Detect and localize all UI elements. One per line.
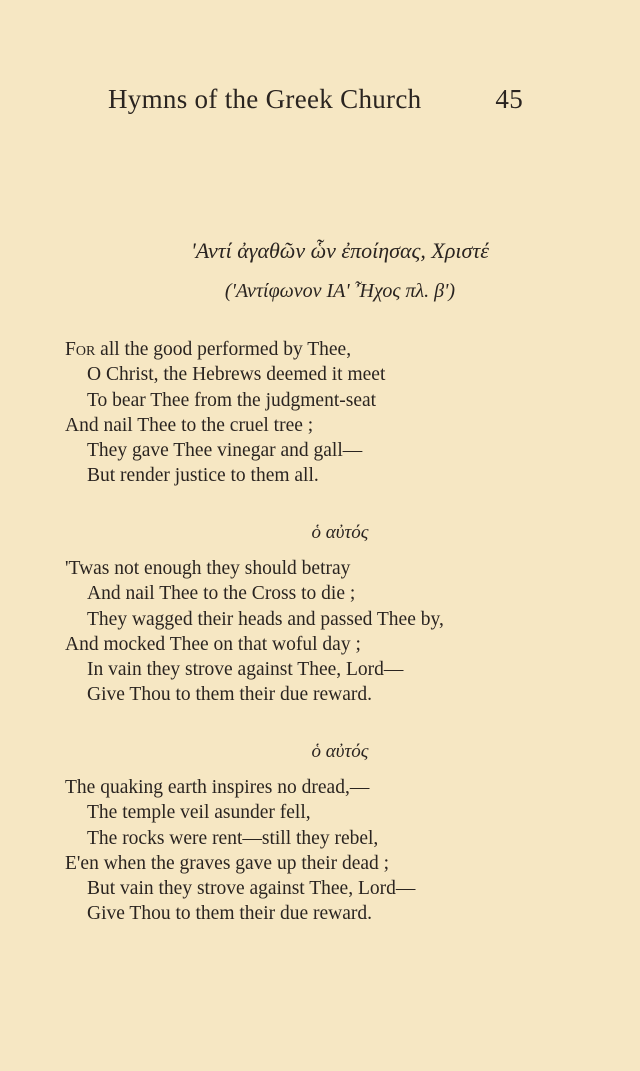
stanza-line: In vain they strove against Thee, Lord— (87, 659, 404, 681)
stanza-line: The rocks were rent—still they rebel, (87, 827, 379, 849)
stanza-2-heading: ὁ αὐτός (311, 522, 369, 543)
stanza-1 (65, 337, 625, 489)
stanza-line: And mocked Thee on that woful day ; (65, 633, 361, 655)
stanza-line: To bear Thee from the judgment-seat (87, 389, 377, 411)
running-head (108, 84, 523, 124)
page-number: 45 (495, 84, 523, 114)
stanza-line: Give Thou to them their due reward. (87, 684, 373, 706)
hymn-greek-title: 'Αντί ἀγαθῶν ὧν ἐποίησας, Χριστέ (191, 238, 489, 263)
stanza-line: They wagged their heads and passed Thee by, (87, 608, 444, 630)
stanza-line-text: all the good performed by Thee, (95, 339, 352, 360)
running-title: Hymns of the Greek Church (108, 84, 422, 114)
stanza-line: The quaking earth inspires no dread,— (65, 777, 370, 798)
stanza-line: The temple veil asunder fell, (87, 802, 311, 824)
stanza-3-heading: ὁ αὐτός (311, 741, 369, 762)
stanza-line (65, 337, 625, 362)
stanza-line: But render justice to them all. (87, 465, 319, 487)
stanza-lead-word: For (65, 339, 96, 360)
stanza-line: E'en when the graves gave up their dead ; (65, 852, 390, 874)
stanza-line: But vain they strove against Thee, Lord— (87, 878, 416, 900)
hymn-greek-subtitle: ('Αντίφωνον ΙΑ' Ἦχος πλ. β') (224, 280, 456, 302)
stanza-line: Give Thou to them their due reward. (87, 903, 373, 925)
stanza-line: And nail Thee to the cruel tree ; (65, 414, 314, 436)
stanza-line: 'Twas not enough they should betray (65, 558, 351, 579)
stanza-line: O Christ, the Hebrews deemed it meet (87, 364, 386, 386)
stanza-3 (65, 775, 625, 927)
stanza-2 (65, 556, 625, 708)
stanza-line: And nail Thee to the Cross to die ; (87, 583, 356, 605)
stanza-line: They gave Thee vinegar and gall— (87, 440, 363, 462)
